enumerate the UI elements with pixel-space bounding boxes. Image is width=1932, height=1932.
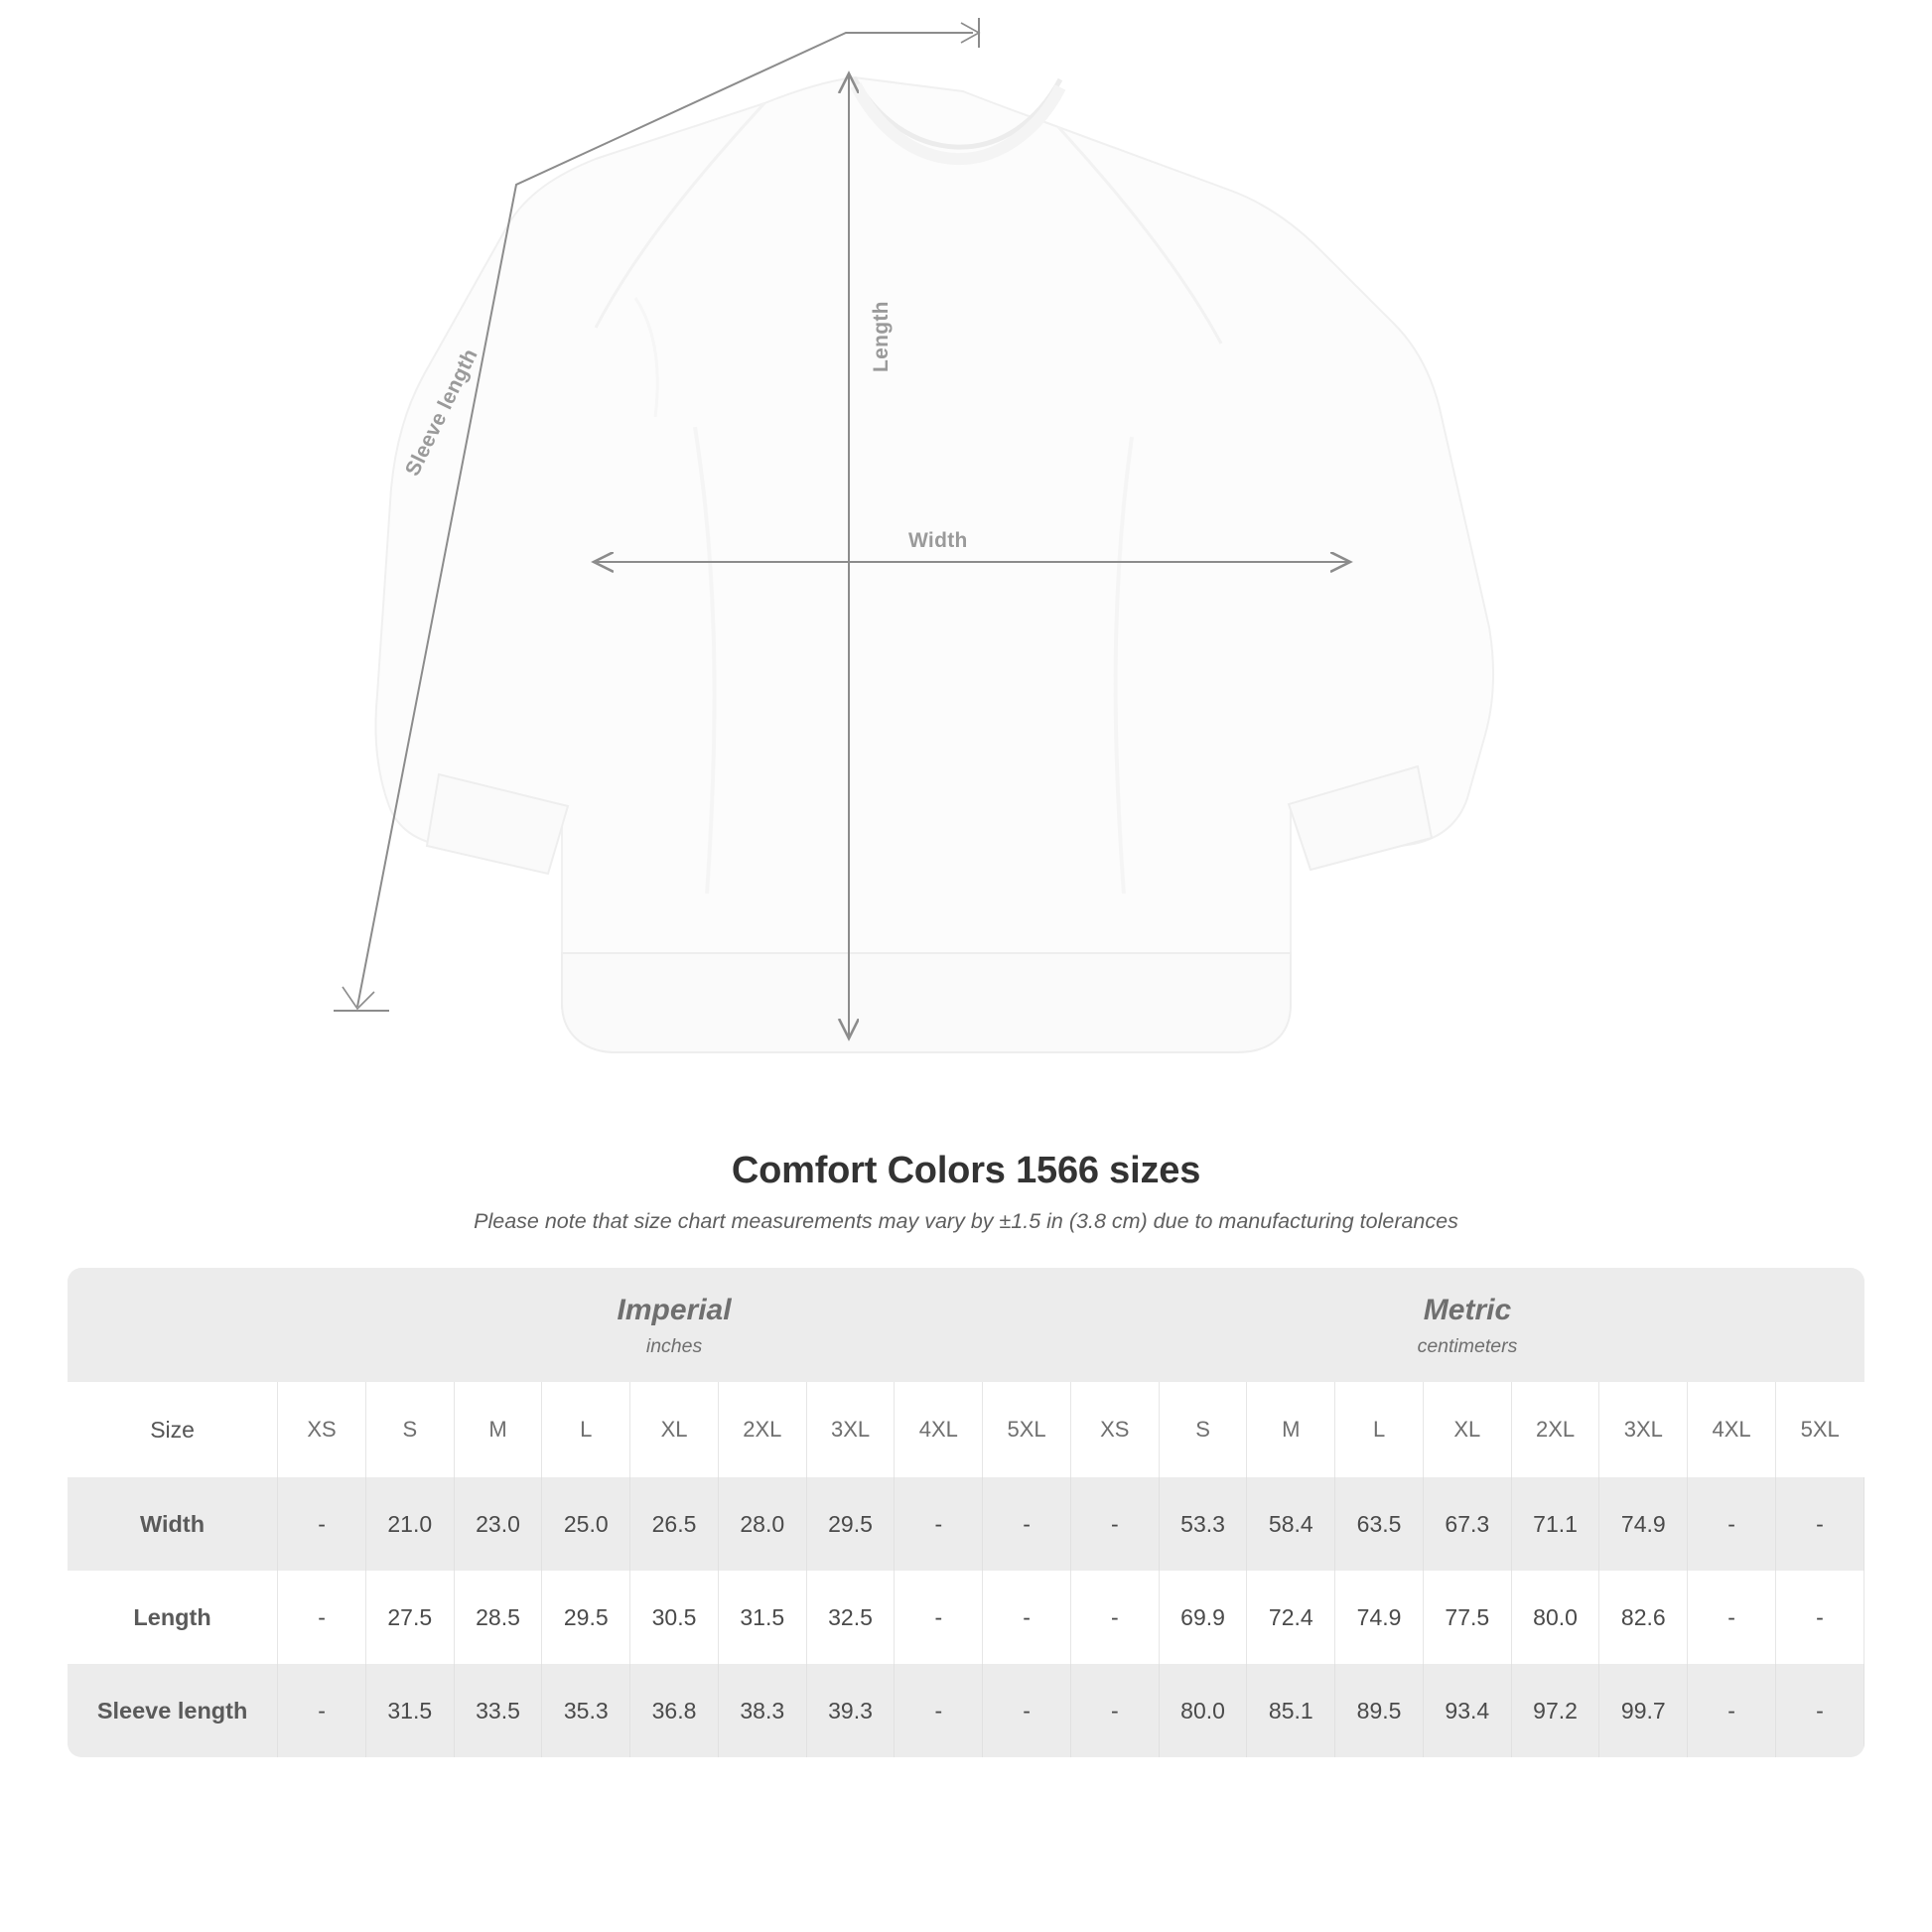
cell-length-imperial-2xl: 31.5 [718, 1571, 806, 1664]
cell-length-imperial-4xl: - [895, 1571, 983, 1664]
cell-sleeve-metric-l: 89.5 [1335, 1664, 1424, 1757]
cell-length-metric-xl: 77.5 [1423, 1571, 1511, 1664]
title-block [0, 1150, 1932, 1234]
row-label-width: Width [68, 1477, 278, 1571]
cell-sleeve-metric-5xl: - [1775, 1664, 1863, 1757]
cell-width-imperial-m: 23.0 [454, 1477, 542, 1571]
table-row [68, 1571, 1864, 1664]
cell-length-metric-3xl: 82.6 [1599, 1571, 1688, 1664]
cell-width-metric-xl: 67.3 [1423, 1477, 1511, 1571]
size-header-imperial-s: S [365, 1382, 454, 1477]
size-header-metric-3xl: 3XL [1599, 1382, 1688, 1477]
cell-length-imperial-3xl: 32.5 [806, 1571, 895, 1664]
cell-width-imperial-xl: 26.5 [630, 1477, 719, 1571]
sleeve-length-label: Sleeve length [401, 345, 483, 481]
cell-length-metric-2xl: 80.0 [1511, 1571, 1599, 1664]
unit-group-metric-sub: centimeters [1417, 1335, 1518, 1357]
cell-length-metric-m: 72.4 [1247, 1571, 1335, 1664]
size-header-imperial-m: M [454, 1382, 542, 1477]
size-header-label: Size [68, 1382, 278, 1477]
cell-sleeve-metric-xs: - [1070, 1664, 1159, 1757]
cell-width-metric-m: 58.4 [1247, 1477, 1335, 1571]
cell-length-metric-5xl: - [1775, 1571, 1863, 1664]
size-header-row [68, 1382, 1864, 1477]
unit-header-spacer [68, 1268, 278, 1382]
size-header-imperial-5xl: 5XL [983, 1382, 1071, 1477]
cell-sleeve-imperial-5xl: - [983, 1664, 1071, 1757]
size-header-metric-xl: XL [1423, 1382, 1511, 1477]
cell-width-metric-3xl: 74.9 [1599, 1477, 1688, 1571]
page-title: Comfort Colors 1566 sizes [731, 1150, 1201, 1191]
size-header-imperial-4xl: 4XL [895, 1382, 983, 1477]
unit-group-metric [1070, 1268, 1863, 1382]
cell-sleeve-imperial-xl: 36.8 [630, 1664, 719, 1757]
cell-sleeve-imperial-xs: - [278, 1664, 366, 1757]
unit-group-imperial-name: Imperial [617, 1294, 732, 1326]
cell-width-imperial-3xl: 29.5 [806, 1477, 895, 1571]
size-header-imperial-xs: XS [278, 1382, 366, 1477]
size-header-metric-2xl: 2XL [1511, 1382, 1599, 1477]
cell-width-metric-s: 53.3 [1159, 1477, 1247, 1571]
cell-width-metric-4xl: - [1688, 1477, 1776, 1571]
cell-width-metric-5xl: - [1775, 1477, 1863, 1571]
unit-group-imperial [278, 1268, 1071, 1382]
cell-sleeve-metric-3xl: 99.7 [1599, 1664, 1688, 1757]
cell-sleeve-metric-xl: 93.4 [1423, 1664, 1511, 1757]
size-header-imperial-2xl: 2XL [718, 1382, 806, 1477]
tolerance-note: Please note that size chart measurements may vary by ±1.5 in (3.8 cm) due to manufacturing tolerances [474, 1209, 1458, 1233]
cell-sleeve-metric-4xl: - [1688, 1664, 1776, 1757]
table-row [68, 1664, 1864, 1757]
cell-length-imperial-m: 28.5 [454, 1571, 542, 1664]
cell-width-imperial-2xl: 28.0 [718, 1477, 806, 1571]
cell-length-imperial-xs: - [278, 1571, 366, 1664]
cell-length-imperial-xl: 30.5 [630, 1571, 719, 1664]
cell-width-imperial-4xl: - [895, 1477, 983, 1571]
cell-length-imperial-s: 27.5 [365, 1571, 454, 1664]
cell-width-imperial-xs: - [278, 1477, 366, 1571]
cell-length-imperial-l: 29.5 [542, 1571, 630, 1664]
table-row [68, 1477, 1864, 1571]
cell-sleeve-imperial-s: 31.5 [365, 1664, 454, 1757]
cell-length-metric-l: 74.9 [1335, 1571, 1424, 1664]
row-label-sleeve-length: Sleeve length [68, 1664, 278, 1757]
cell-sleeve-imperial-2xl: 38.3 [718, 1664, 806, 1757]
cell-sleeve-metric-s: 80.0 [1159, 1664, 1247, 1757]
size-header-metric-l: L [1335, 1382, 1424, 1477]
cell-sleeve-imperial-m: 33.5 [454, 1664, 542, 1757]
unit-header-row [68, 1268, 1864, 1382]
size-chart-table-wrap [68, 1268, 1864, 1757]
unit-group-metric-name: Metric [1423, 1294, 1512, 1326]
row-label-length: Length [68, 1571, 278, 1664]
cell-sleeve-metric-m: 85.1 [1247, 1664, 1335, 1757]
cell-width-imperial-5xl: - [983, 1477, 1071, 1571]
cell-length-metric-s: 69.9 [1159, 1571, 1247, 1664]
size-header-metric-5xl: 5XL [1775, 1382, 1863, 1477]
size-header-metric-4xl: 4XL [1688, 1382, 1776, 1477]
cell-length-metric-xs: - [1070, 1571, 1159, 1664]
size-header-imperial-l: L [542, 1382, 630, 1477]
size-header-imperial-3xl: 3XL [806, 1382, 895, 1477]
cell-sleeve-imperial-3xl: 39.3 [806, 1664, 895, 1757]
cell-sleeve-imperial-4xl: - [895, 1664, 983, 1757]
size-header-metric-s: S [1159, 1382, 1247, 1477]
size-chart-table [68, 1268, 1864, 1757]
size-header-metric-m: M [1247, 1382, 1335, 1477]
cell-width-imperial-l: 25.0 [542, 1477, 630, 1571]
cell-length-metric-4xl: - [1688, 1571, 1776, 1664]
cell-length-imperial-5xl: - [983, 1571, 1071, 1664]
cell-width-imperial-s: 21.0 [365, 1477, 454, 1571]
cell-sleeve-imperial-l: 35.3 [542, 1664, 630, 1757]
size-header-metric-xs: XS [1070, 1382, 1159, 1477]
cell-width-metric-l: 63.5 [1335, 1477, 1424, 1571]
length-label: Length [870, 301, 893, 372]
cell-sleeve-metric-2xl: 97.2 [1511, 1664, 1599, 1757]
cell-width-metric-2xl: 71.1 [1511, 1477, 1599, 1571]
unit-group-imperial-sub: inches [645, 1335, 703, 1357]
cell-width-metric-xs: - [1070, 1477, 1159, 1571]
size-header-imperial-xl: XL [630, 1382, 719, 1477]
width-label: Width [908, 529, 968, 552]
sweatshirt-shape [376, 77, 1494, 1052]
